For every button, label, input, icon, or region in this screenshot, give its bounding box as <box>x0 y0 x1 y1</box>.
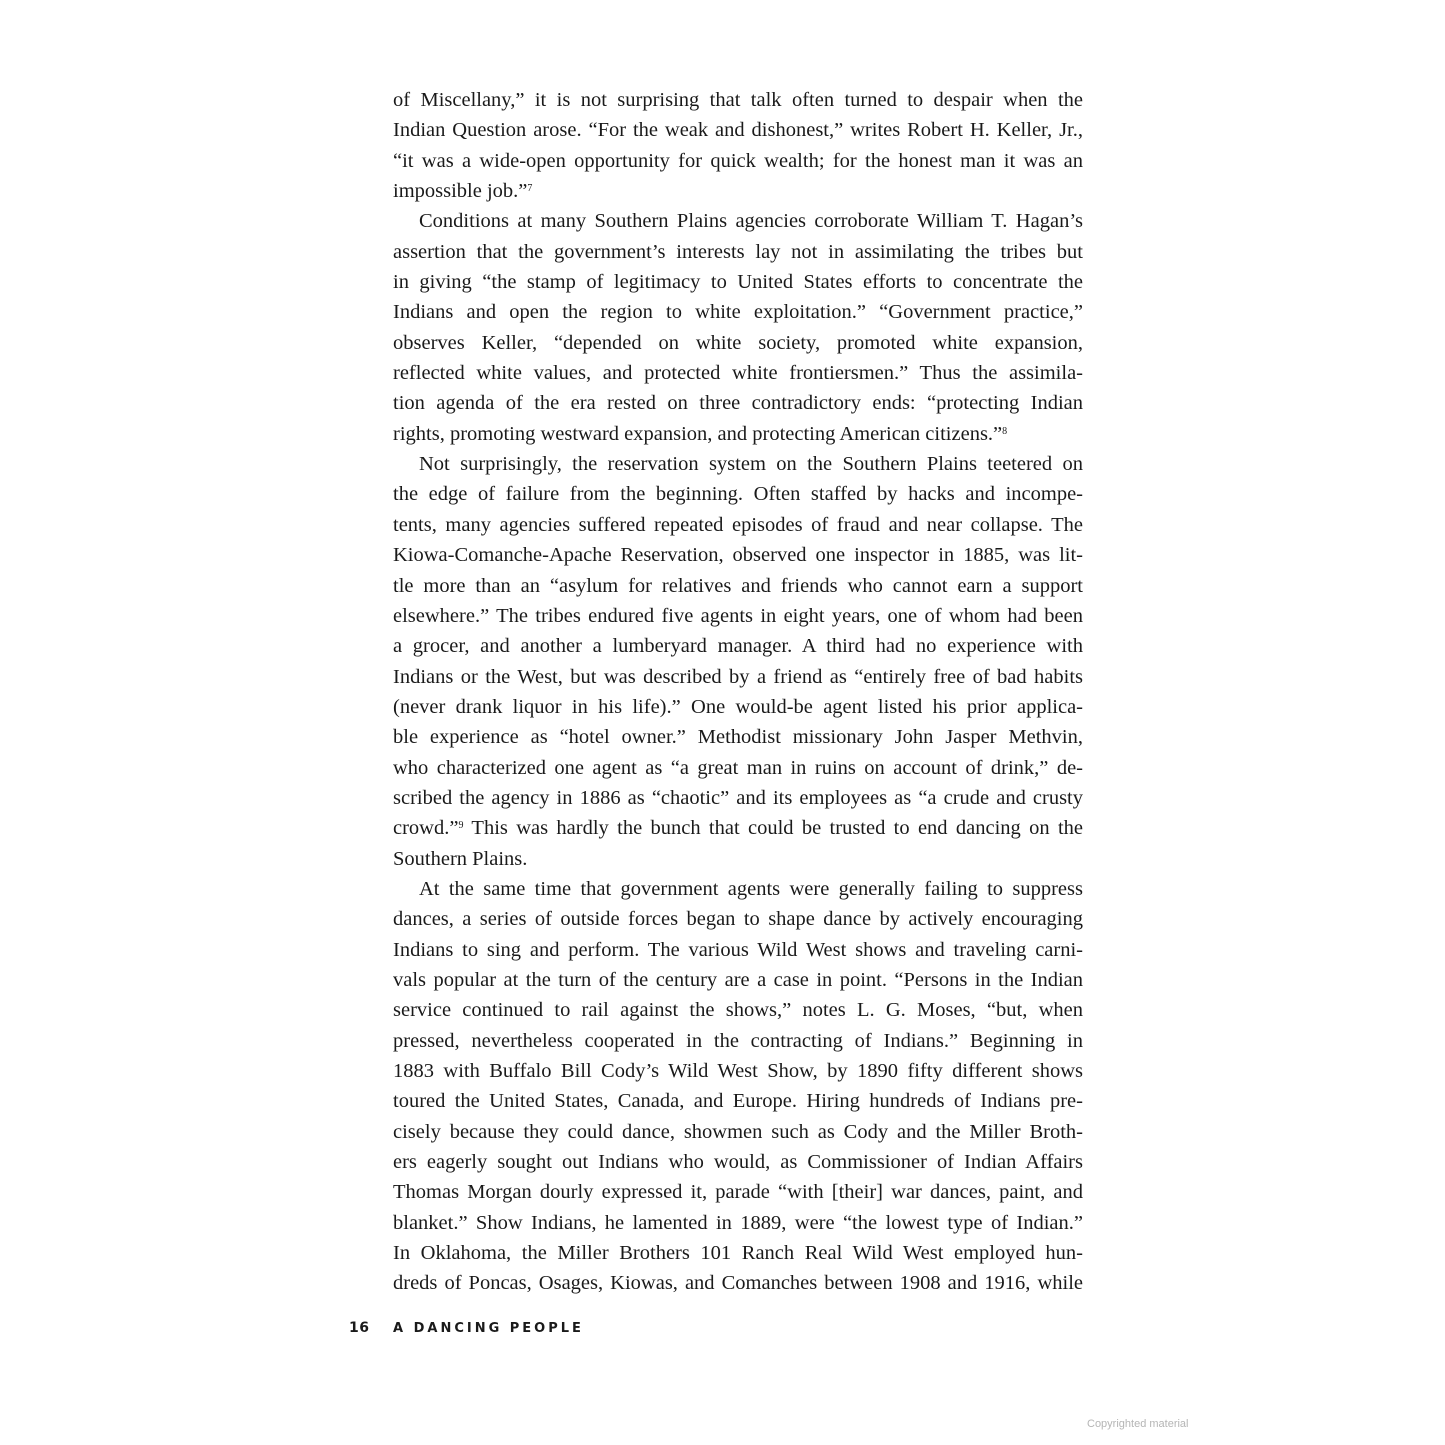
text-line <box>393 176 1083 206</box>
text-line: In Oklahoma, the Miller Brothers 101 Ranch Real Wild West employed hun- <box>393 1242 1083 1265</box>
page-footer <box>349 1320 584 1336</box>
text-line <box>393 813 1083 843</box>
text-line: a grocer, and another a lumberyard manager. A third had no experience with <box>393 635 1083 658</box>
footnote-marker: 7 <box>527 183 533 195</box>
page-number: 16 <box>349 1320 370 1336</box>
text-line: in giving “the stamp of legitimacy to United States efforts to concentrate the <box>393 271 1083 294</box>
text-line: dances, a series of outside forces began to shape dance by actively encouraging <box>393 908 1083 931</box>
text-line: cisely because they could dance, showmen such as Cody and the Miller Broth- <box>393 1120 1083 1143</box>
text-line: tents, many agencies suffered repeated episodes of fraud and near collapse. The <box>393 513 1083 536</box>
text-line: reflected white values, and protected white frontiersmen.” Thus the assimila- <box>393 362 1083 385</box>
text-line: tion agenda of the era rested on three contradictory ends: “protecting Indian <box>393 392 1083 415</box>
text-line: Conditions at many Southern Plains agencies corroborate William T. Hagan’s <box>419 210 1083 233</box>
text-line: the edge of failure from the beginning. Often staffed by hacks and incompe- <box>393 483 1083 506</box>
text-line <box>393 419 1083 449</box>
footnote-marker: 8 <box>1002 425 1008 437</box>
text-line: Kiowa-Comanche-Apache Reservation, observed one inspector in 1885, was lit- <box>393 544 1083 567</box>
text-line: service continued to rail against the shows,” notes L. G. Moses, “but, when <box>393 999 1083 1022</box>
text-line: 1883 with Buffalo Bill Cody’s Wild West Show, by 1890 fifty different shows <box>393 1060 1083 1082</box>
text-line: pressed, nevertheless cooperated in the contracting of Indians.” Beginning in <box>393 1029 1083 1052</box>
running-head: A DANCING PEOPLE <box>393 1321 584 1336</box>
text-line: Not surprisingly, the reservation system on the Southern Plains teetered on <box>419 453 1083 476</box>
text-segment: This was hardly the bunch that could be trusted to end dancing on the <box>463 817 1083 840</box>
text-line: “it was a wide-open opportunity for quick wealth; for the honest man it was an <box>393 149 1083 172</box>
text-line: tle more than an “asylum for relatives and friends who cannot earn a support <box>393 574 1083 597</box>
copyright-watermark: Copyrighted material <box>1087 1418 1189 1430</box>
text-line: At the same time that government agents were generally failing to suppress <box>419 877 1083 900</box>
text-line: elsewhere.” The tribes endured five agents in eight years, one of whom had been <box>393 604 1083 627</box>
text-line: Southern Plains. <box>393 847 528 870</box>
text-line: toured the United States, Canada, and Europe. Hiring hundreds of Indians pre- <box>393 1090 1083 1113</box>
text-segment: rights, promoting westward expansion, and protecting American citizens.” <box>393 422 1003 445</box>
text-line: Indian Question arose. “For the weak and dishonest,” writes Robert H. Keller, Jr., <box>393 119 1083 142</box>
text-line: Indians to sing and perform. The various Wild West shows and traveling carni- <box>393 938 1083 961</box>
footnote-marker: 9 <box>458 820 464 832</box>
text-line: dreds of Poncas, Osages, Kiowas, and Comanches between 1908 and 1916, while <box>393 1272 1083 1295</box>
text-segment: impossible job.” <box>393 180 528 203</box>
text-line: observes Keller, “depended on white society, promoted white expansion, <box>393 331 1083 354</box>
text-line: (never drank liquor in his life).” One would-be agent listed his prior applica- <box>393 695 1083 718</box>
text-segment: crowd.” <box>393 817 459 840</box>
text-line: assertion that the government’s interests lay not in assimilating the tribes but <box>393 240 1083 263</box>
text-line: Indians or the West, but was described by a friend as “entirely free of bad habits <box>393 665 1083 688</box>
text-line: of Miscellany,” it is not surprising that talk often turned to despair when the <box>393 89 1083 111</box>
text-line: ers eagerly sought out Indians who would, as Commissioner of Indian Affairs <box>393 1151 1083 1174</box>
text-line: vals popular at the turn of the century are a case in point. “Persons in the Indian <box>393 968 1083 991</box>
text-line: ble experience as “hotel owner.” Methodist missionary John Jasper Methvin, <box>393 726 1083 749</box>
text-line: blanket.” Show Indians, he lamented in 1889, were “the lowest type of Indian.” <box>393 1211 1083 1234</box>
text-line: Indians and open the region to white exploitation.” “Government practice,” <box>393 301 1083 324</box>
text-line: scribed the agency in 1886 as “chaotic” and its employees as “a crude and crusty <box>393 786 1083 809</box>
body-text <box>393 85 1083 1299</box>
text-line: who characterized one agent as “a great man in ruins on account of drink,” de- <box>393 756 1083 779</box>
text-line: Thomas Morgan dourly expressed it, parade “with [their] war dances, paint, and <box>393 1181 1083 1204</box>
